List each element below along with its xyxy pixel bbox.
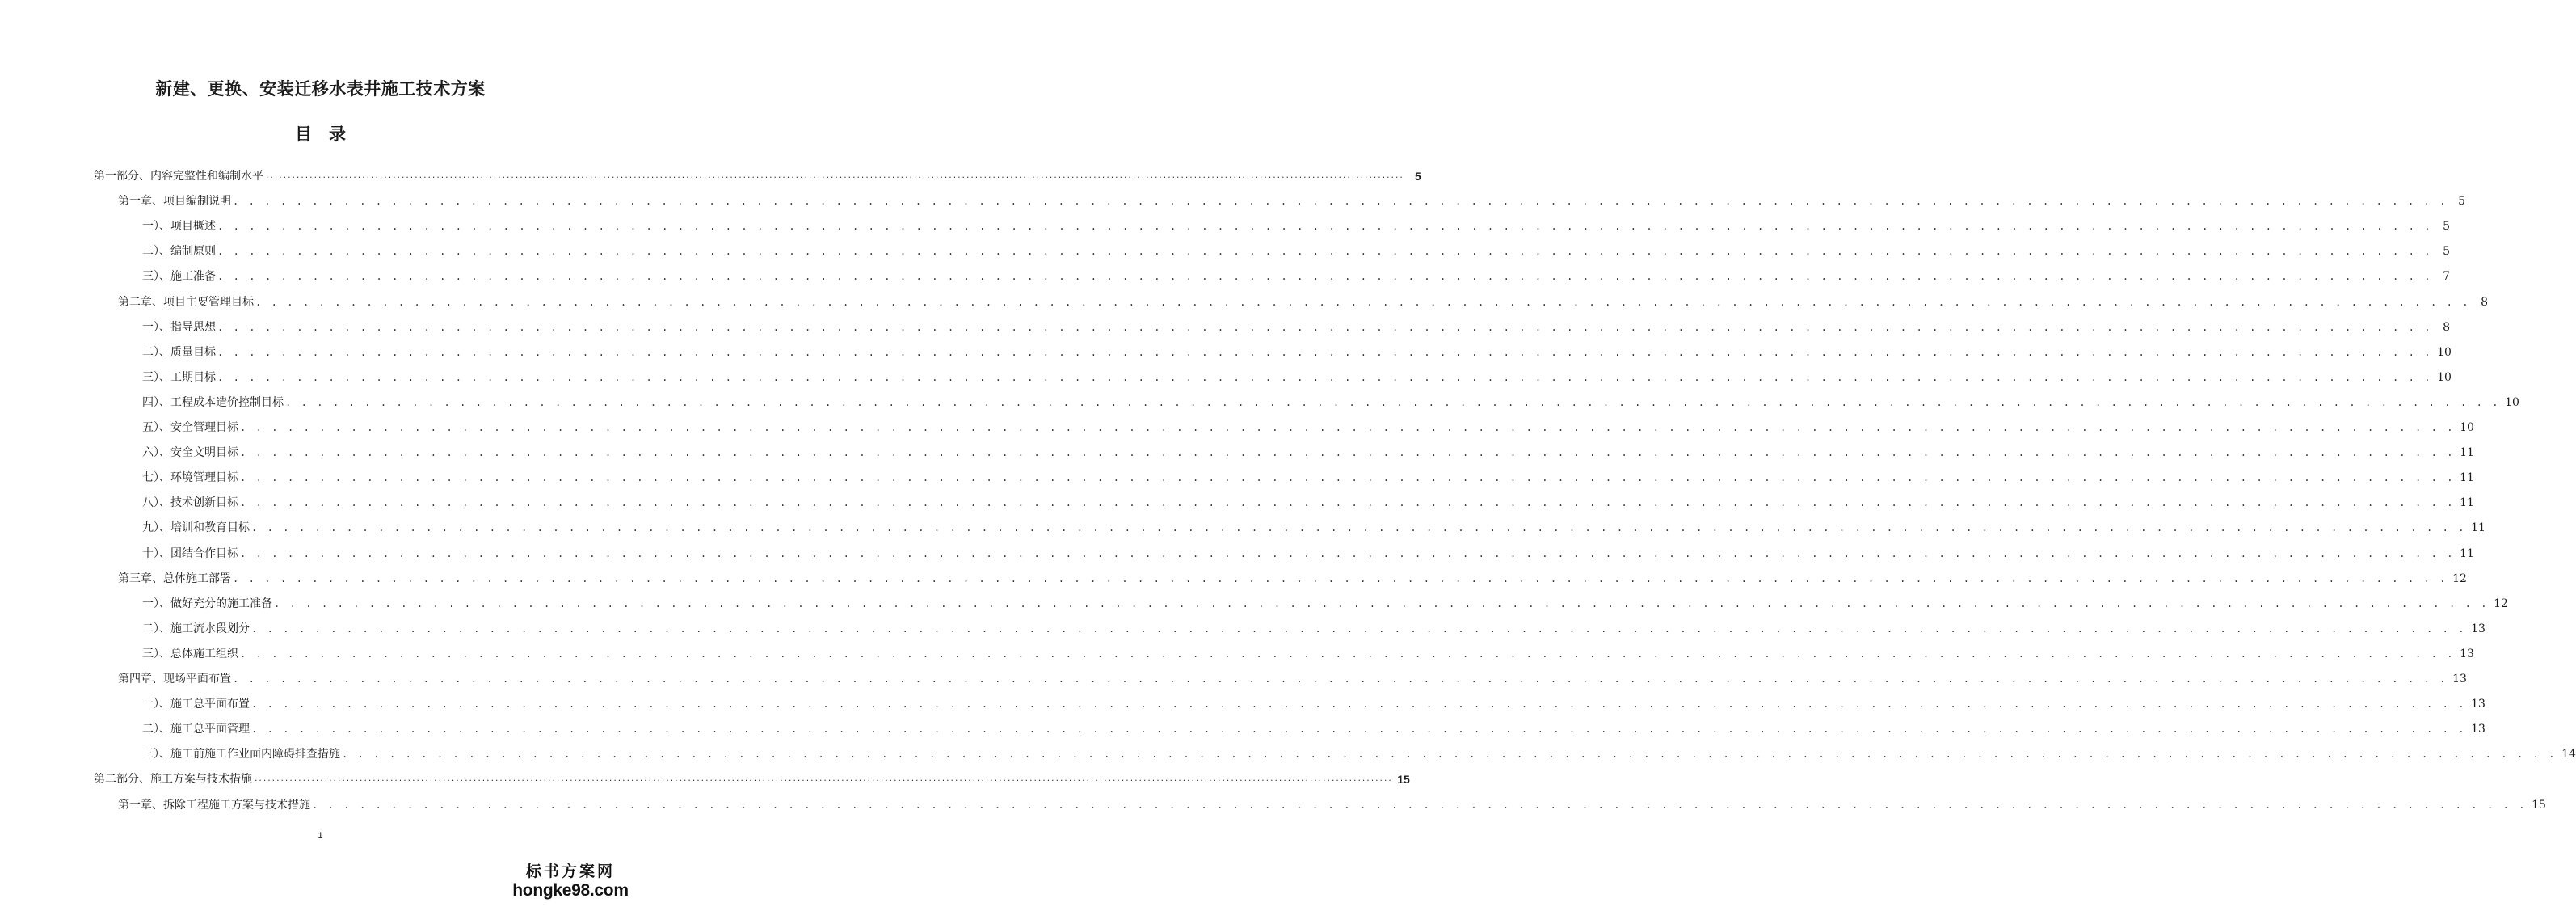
toc-section-entry[interactable] — [142, 694, 2486, 711]
toc-entry-page-number: 10 — [2505, 395, 2519, 409]
toc-section-entry[interactable] — [142, 517, 2486, 535]
toc-entry-label: 一）、项目概述 — [142, 220, 216, 234]
toc-entry-label: 第一章、项目编制说明 — [118, 195, 231, 209]
toc-chapter-entry[interactable] — [118, 292, 2489, 310]
toc-dot-leader: . . . . . . . . . . . . . . . . . . . . . . . . . . . . . . . . . . . . . . . . . . . . . . . . . . . . . . . . . . . . . . . . . . . . . . . . . . . . . . . . . . . . . . . . . . . . . . . . . . . . . . . . . . . . . . . . . . . . . . . . . . . . . . . . . . . . . . . . . . . . — [285, 396, 2501, 408]
toc-entry-label: 一）、施工总平面布置 — [142, 698, 250, 711]
toc-entry-page-number: 11 — [2460, 496, 2474, 510]
toc-entry-label: 第三章、总体施工部署 — [118, 572, 231, 585]
toc-entry-page-number: 8 — [2443, 320, 2451, 334]
watermark-logo — [510, 859, 631, 901]
toc-section-entry[interactable] — [142, 593, 2508, 611]
toc-chapter-entry[interactable] — [118, 795, 2546, 812]
toc-entry-label: 三）、工期目标 — [142, 370, 216, 384]
toc-entry-page-number: 13 — [2471, 622, 2486, 635]
toc-entry-page-number: 5 — [2443, 245, 2451, 259]
toc-entry-label: 三）、施工准备 — [142, 270, 216, 284]
toc-entry-page-number: 5 — [2458, 195, 2466, 209]
toc-dot-leader: . . . . . . . . . . . . . . . . . . . . . . . . . . . . . . . . . . . . . . . . . . . . . . . . . . . . . . . . . . . . . . . . . . . . . . . . . . . . . . . . . . . . . . . . . . . . . . . . . . . . . . . . . . . . . . . . . . . . . . . . . . . . . . . . . . . . . . . . . . . . — [240, 472, 2456, 484]
toc-dot-leader: . . . . . . . . . . . . . . . . . . . . . . . . . . . . . . . . . . . . . . . . . . . . . . . . . . . . . . . . . . . . . . . . . . . . . . . . . . . . . . . . . . . . . . . . . . . . . . . . . . . . . . . . . . . . . . . . . . . . . . . . . . . . . . . . . . . . . . . . . . . . — [233, 196, 2448, 208]
toc-entry-page-number: 11 — [2460, 446, 2474, 460]
toc-entry-page-number: 13 — [2452, 673, 2467, 686]
toc-dot-leader: . . . . . . . . . . . . . . . . . . . . . . . . . . . . . . . . . . . . . . . . . . . . . . . . . . . . . . . . . . . . . . . . . . . . . . . . . . . . . . . . . . . . . . . . . . . . . . . . . . . . . . . . . . . . . . . . . . . . . . . . . . . . . . . . . . . . . . . . . . . . — [240, 447, 2456, 459]
watermark-site-name: 标书方案网 — [525, 863, 615, 880]
toc-entry-page-number: 11 — [2471, 521, 2486, 535]
toc-section-entry[interactable] — [142, 744, 2576, 761]
watermark-url: hongke98.com — [512, 881, 629, 900]
toc-section-entry[interactable] — [142, 241, 2451, 259]
toc-dot-leader: . . . . . . . . . . . . . . . . . . . . . . . . . . . . . . . . . . . . . . . . . . . . . . . . . . . . . . . . . . . . . . . . . . . . . . . . . . . . . . . . . . . . . . . . . . . . . . . . . . . . . . . . . . . . . . . . . . . . . . . . . . . . . . . . . . . . . . . . . . . . — [217, 321, 2433, 333]
toc-entry-label: 二）、施工流水段划分 — [142, 622, 250, 635]
toc-entry-page-number: 8 — [2481, 295, 2489, 309]
toc-section-entry[interactable] — [142, 467, 2474, 485]
toc-dot-leader: . . . . . . . . . . . . . . . . . . . . . . . . . . . . . . . . . . . . . . . . . . . . . . . . . . . . . . . . . . . . . . . . . . . . . . . . . . . . . . . . . . . . . . . . . . . . . . . . . . . . . . . . . . . . . . . . . . . . . . . . . . . . . . . . . . . . . . . . . . . . — [274, 597, 2490, 610]
toc-dot-leader: . . . . . . . . . . . . . . . . . . . . . . . . . . . . . . . . . . . . . . . . . . . . . . . . . . . . . . . . . . . . . . . . . . . . . . . . . . . . . . . . . . . . . . . . . . . . . . . . . . . . . . . . . . . . . . . . . . . . . . . . . . . . . . . . . . . . . . . . . . . . — [312, 799, 2528, 811]
toc-entry-label: 二）、质量目标 — [142, 345, 216, 359]
toc-section-entry[interactable] — [142, 367, 2452, 385]
toc-dot-leader: . . . . . . . . . . . . . . . . . . . . . . . . . . . . . . . . . . . . . . . . . . . . . . . . . . . . . . . . . . . . . . . . . . . . . . . . . . . . . . . . . . . . . . . . . . . . . . . . . . . . . . . . . . . . . . . . . . . . . . . . . . . . . . . . . . . . . . . . . . . . — [240, 648, 2456, 660]
toc-entry-page-number: 13 — [2471, 698, 2486, 711]
toc-entry-page-number: 11 — [2460, 471, 2474, 485]
toc-entry-label: 一）、做好充分的施工准备 — [142, 597, 272, 610]
toc-dot-leader: . . . . . . . . . . . . . . . . . . . . . . . . . . . . . . . . . . . . . . . . . . . . . . . . . . . . . . . . . . . . . . . . . . . . . . . . . . . . . . . . . . . . . . . . . . . . . . . . . . . . . . . . . . . . . . . . . . . . . . . . . . . . . . . . . . . . . . . . . . . . — [240, 497, 2456, 509]
toc-entry-label: 第一章、拆除工程施工方案与技术措施 — [118, 798, 310, 812]
toc-entry-label: 八）、技术创新目标 — [142, 496, 238, 510]
toc-part-entry[interactable] — [94, 769, 1410, 787]
toc-entry-label: 五）、安全管理目标 — [142, 421, 238, 434]
toc-entry-label: 四）、工程成本造价控制目标 — [142, 395, 284, 409]
toc-dot-leader: . . . . . . . . . . . . . . . . . . . . . . . . . . . . . . . . . . . . . . . . . . . . . . . . . . . . . . . . . . . . . . . . . . . . . . . . . . . . . . . . . . . . . . . . . . . . . . . . . . . . . . . . . . . . . . . . . . . . . . . . . . . . . . . . . . . . . . . . . . . . — [233, 572, 2448, 584]
toc-section-entry[interactable] — [142, 392, 2519, 410]
toc-section-entry[interactable] — [142, 216, 2451, 234]
toc-section-entry[interactable] — [142, 492, 2474, 510]
toc-entry-page-number: 10 — [2437, 370, 2452, 384]
toc-entry-label: 三）、施工前施工作业面内障碍排查措施 — [142, 748, 340, 761]
toc-dot-leader: . . . . . . . . . . . . . . . . . . . . . . . . . . . . . . . . . . . . . . . . . . . . . . . . . . . . . . . . . . . . . . . . . . . . . . . . . . . . . . . . . . . . . . . . . . . . . . . . . . . . . . . . . . . . . . . . . . . . . . . . . . . . . . . . . . . . . . . . . . . . — [217, 246, 2433, 258]
toc-entry-page-number: 14 — [2561, 748, 2576, 761]
toc-entry-label: 六）、安全文明目标 — [142, 446, 238, 460]
toc-dot-leader: . . . . . . . . . . . . . . . . . . . . . . . . . . . . . . . . . . . . . . . . . . . . . . . . . . . . . . . . . . . . . . . . . . . . . . . . . . . . . . . . . . . . . . . . . . . . . . . . . . . . . . . . . . . . . . . . . . . . . . . . . . . . . . . . . . . . . . . . . . . . — [217, 346, 2433, 358]
toc-section-entry[interactable] — [142, 417, 2474, 435]
page-number: 1 — [318, 831, 323, 841]
toc-entry-label: 二）、施工总平面管理 — [142, 723, 250, 736]
toc-dot-leader: . . . . . . . . . . . . . . . . . . . . . . . . . . . . . . . . . . . . . . . . . . . . . . . . . . . . . . . . . . . . . . . . . . . . . . . . . . . . . . . . . . . . . . . . . . . . . . . . . . . . . . . . . . . . . . . . . . . . . . . . . . . . . . . . . . . . . . . . . . . . — [217, 271, 2433, 283]
toc-part-entry[interactable] — [94, 166, 1421, 184]
toc-entry-page-number: 15 — [1397, 773, 1410, 787]
toc-dot-leader: . . . . . . . . . . . . . . . . . . . . . . . . . . . . . . . . . . . . . . . . . . . . . . . . . . . . . . . . . . . . . . . . . . . . . . . . . . . . . . . . . . . . . . . . . . . . . . . . . . . . . . . . . . . . . . . . . . . . . . . . . . . . . . . . . . . . . . . . . . . . — [255, 296, 2471, 308]
toc-section-entry[interactable] — [142, 342, 2452, 360]
toc-dot-leader: . . . . . . . . . . . . . . . . . . . . . . . . . . . . . . . . . . . . . . . . . . . . . . . . . . . . . . . . . . . . . . . . . . . . . . . . . . . . . . . . . . . . . . . . . . . . . . . . . . . . . . . . . . . . . . . . . . . . . . . . . . . . . . . . . . . . . . . . . . . . — [342, 749, 2557, 761]
toc-entry-page-number: 10 — [2437, 345, 2452, 359]
toc-entry-label: 第二部分、施工方案与技术措施 — [94, 773, 252, 787]
document-title: 新建、更换、安装迁移水表井施工技术方案 — [155, 78, 486, 99]
toc-chapter-entry[interactable] — [118, 669, 2467, 686]
toc-section-entry[interactable] — [142, 618, 2486, 636]
toc-entry-page-number: 10 — [2460, 421, 2474, 434]
toc-entry-page-number: 5 — [2443, 220, 2451, 234]
toc-chapter-entry[interactable] — [118, 191, 2466, 209]
toc-section-entry[interactable] — [142, 317, 2451, 335]
toc-dot-leader: . . . . . . . . . . . . . . . . . . . . . . . . . . . . . . . . . . . . . . . . . . . . . . . . . . . . . . . . . . . . . . . . . . . . . . . . . . . . . . . . . . . . . . . . . . . . . . . . . . . . . . . . . . . . . . . . . . . . . . . . . . . . . . . . . . . . . . . . . . . . — [251, 723, 2467, 736]
toc-entry-page-number: 15 — [2532, 798, 2546, 812]
toc-dot-leader: . . . . . . . . . . . . . . . . . . . . . . . . . . . . . . . . . . . . . . . . . . . . . . . . . . . . . . . . . . . . . . . . . . . . . . . . . . . . . . . . . . . . . . . . . . . . . . . . . . . . . . . . . . . . . . . . . . . . . . . . . . . . . . . . . . . . . . . . . . . . — [240, 547, 2456, 559]
toc-dot-leader: . . . . . . . . . . . . . . . . . . . . . . . . . . . . . . . . . . . . . . . . . . . . . . . . . . . . . . . . . . . . . . . . . . . . . . . . . . . . . . . . . . . . . . . . . . . . . . . . . . . . . . . . . . . . . . . . . . . . . . . . . . . . . . . . . . . . . . . . . . . . — [217, 371, 2433, 383]
toc-entry-page-number: 12 — [2452, 572, 2467, 585]
toc-entry-label: 第一部分、内容完整性和编制水平 — [94, 170, 263, 183]
toc-dot-leader: . . . . . . . . . . . . . . . . . . . . . . . . . . . . . . . . . . . . . . . . . . . . . . . . . . . . . . . . . . . . . . . . . . . . . . . . . . . . . . . . . . . . . . . . . . . . . . . . . . . . . . . . . . . . . . . . . . . . . . . . . . . . . . . . . . . . . . . . . . . . — [217, 221, 2433, 233]
toc-entry-label: 第二章、项目主要管理目标 — [118, 295, 254, 309]
toc-dot-leader: . . . . . . . . . . . . . . . . . . . . . . . . . . . . . . . . . . . . . . . . . . . . . . . . . . . . . . . . . . . . . . . . . . . . . . . . . . . . . . . . . . . . . . . . . . . . . . . . . . . . . . . . . . . . . . . . . . . . . . . . . . . . . . . . . . . . . . . . . . . . — [251, 522, 2467, 534]
toc-section-entry[interactable] — [142, 442, 2474, 460]
toc-entry-label: 十）、团结合作目标 — [142, 546, 238, 560]
toc-section-entry[interactable] — [142, 719, 2486, 736]
toc-entry-label: 三）、总体施工组织 — [142, 647, 238, 660]
toc-dot-leader: . . . . . . . . . . . . . . . . . . . . . . . . . . . . . . . . . . . . . . . . . . . . . . . . . . . . . . . . . . . . . . . . . . . . . . . . . . . . . . . . . . . . . . . . . . . . . . . . . . . . . . . . . . . . . . . . . . . . . . . . . . . . . . . . . . . . . . . . . . . . — [233, 673, 2448, 685]
toc-entry-page-number: 13 — [2460, 647, 2474, 660]
toc-section-entry[interactable] — [142, 643, 2474, 661]
toc-entry-page-number: 7 — [2443, 270, 2451, 284]
toc-entry-label: 第四章、现场平面布置 — [118, 673, 231, 686]
toc-entry-page-number: 5 — [1415, 170, 1421, 183]
toc-section-entry[interactable] — [142, 266, 2451, 284]
toc-section-entry[interactable] — [142, 543, 2474, 561]
toc-entry-label: 一）、指导思想 — [142, 320, 216, 334]
toc-dot-leader: . . . . . . . . . . . . . . . . . . . . . . . . . . . . . . . . . . . . . . . . . . . . . . . . . . . . . . . . . . . . . . . . . . . . . . . . . . . . . . . . . . . . . . . . . . . . . . . . . . . . . . . . . . . . . . . . . . . . . . . . . . . . . . . . . . . . . . . . . . . . — [251, 622, 2467, 635]
toc-dot-leader: . . . . . . . . . . . . . . . . . . . . . . . . . . . . . . . . . . . . . . . . . . . . . . . . . . . . . . . . . . . . . . . . . . . . . . . . . . . . . . . . . . . . . . . . . . . . . . . . . . . . . . . . . . . . . . . . . . . . . . . . . . . . . . . . . . . . . . . . . . . . — [251, 698, 2467, 711]
toc-dot-leader: .................................................................................................................................................................................................................................................................... — [254, 775, 1392, 784]
toc-entry-label: 七）、环境管理目标 — [142, 471, 238, 485]
toc-heading: 目 录 — [295, 124, 346, 144]
toc-entry-label: 九）、培训和教育目标 — [142, 521, 250, 535]
toc-entry-label: 二）、编制原则 — [142, 245, 216, 259]
toc-entry-page-number: 13 — [2471, 723, 2486, 736]
toc-entry-page-number: 12 — [2494, 597, 2508, 610]
toc-entry-page-number: 11 — [2460, 546, 2474, 560]
toc-dot-leader: .................................................................................................................................................................................................................................................................... — [265, 172, 1404, 180]
toc-dot-leader: . . . . . . . . . . . . . . . . . . . . . . . . . . . . . . . . . . . . . . . . . . . . . . . . . . . . . . . . . . . . . . . . . . . . . . . . . . . . . . . . . . . . . . . . . . . . . . . . . . . . . . . . . . . . . . . . . . . . . . . . . . . . . . . . . . . . . . . . . . . . — [240, 422, 2456, 433]
toc-chapter-entry[interactable] — [118, 568, 2467, 586]
